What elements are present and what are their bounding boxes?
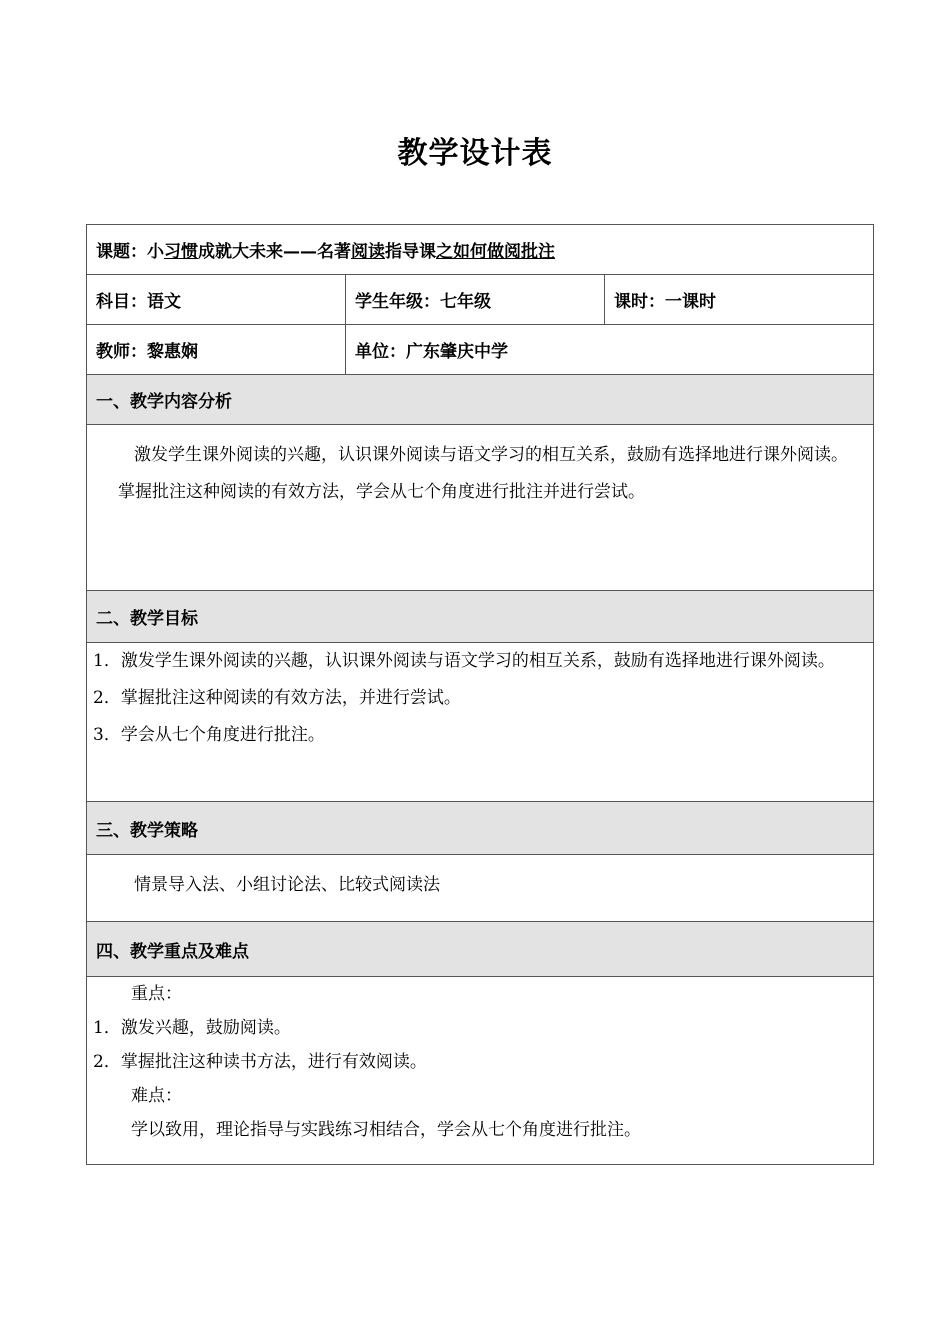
info-row (87, 275, 874, 325)
section-body (87, 977, 874, 1165)
section-body (87, 855, 874, 922)
section-1-body (87, 425, 874, 591)
key-label: 重点： (131, 984, 182, 1004)
section-3-body (87, 855, 874, 922)
section-header (87, 591, 874, 643)
section-4-body (87, 977, 874, 1165)
teacher-cell: 教师：黎惠娴 (87, 325, 346, 375)
teacher-row (87, 325, 874, 375)
topic-cell: 课题：小习惯成就大未来——名著阅读指导课之如何做阅批注 (87, 225, 874, 275)
unit-cell: 单位：广东肇庆中学 (346, 325, 874, 375)
section-2-body (87, 643, 874, 802)
section-body (87, 425, 874, 591)
section-4-heading: 四、教学重点及难点 (87, 922, 874, 977)
section-3-heading: 三、教学策略 (87, 802, 874, 855)
topic-label: 课题： (96, 242, 147, 262)
section-header (87, 375, 874, 425)
topic-row (87, 225, 874, 275)
lesson-design-table (86, 224, 874, 1165)
paragraph: 学以致用，理论指导与实践练习相结合，学会从七个角度进行批注。 (131, 1120, 641, 1140)
section-1-heading: 一、教学内容分析 (87, 375, 874, 425)
section-body (87, 643, 874, 802)
section-header (87, 922, 874, 977)
paragraph: 激发学生课外阅读的兴趣，认识课外阅读与语文学习的相互关系，鼓励有选择地进行课外阅读。 (134, 445, 848, 465)
page-title: 教学设计表 (397, 136, 553, 171)
difficulty-label: 难点： (131, 1086, 182, 1106)
section-header (87, 802, 874, 855)
list-item: 2．掌握批注这种读书方法，进行有效阅读。 (93, 1052, 427, 1072)
period-cell: 课时：一课时 (605, 275, 874, 325)
section-2-heading: 二、教学目标 (87, 591, 874, 643)
subject-cell: 科目：语文 (87, 275, 346, 325)
paragraph: 掌握批注这种阅读的有效方法，学会从七个角度进行批注并进行尝试。 (118, 482, 645, 502)
list-item: 1．激发兴趣，鼓励阅读。 (93, 1018, 291, 1038)
list-item: 3．学会从七个角度进行批注。 (93, 725, 325, 745)
grade-cell: 学生年级：七年级 (346, 275, 605, 325)
list-item: 1．激发学生课外阅读的兴趣，认识课外阅读与语文学习的相互关系，鼓励有选择地进行课外阅读。 (93, 651, 835, 671)
list-item: 2．掌握批注这种阅读的有效方法，并进行尝试。 (93, 688, 461, 708)
paragraph: 情景导入法、小组讨论法、比较式阅读法 (134, 875, 440, 895)
